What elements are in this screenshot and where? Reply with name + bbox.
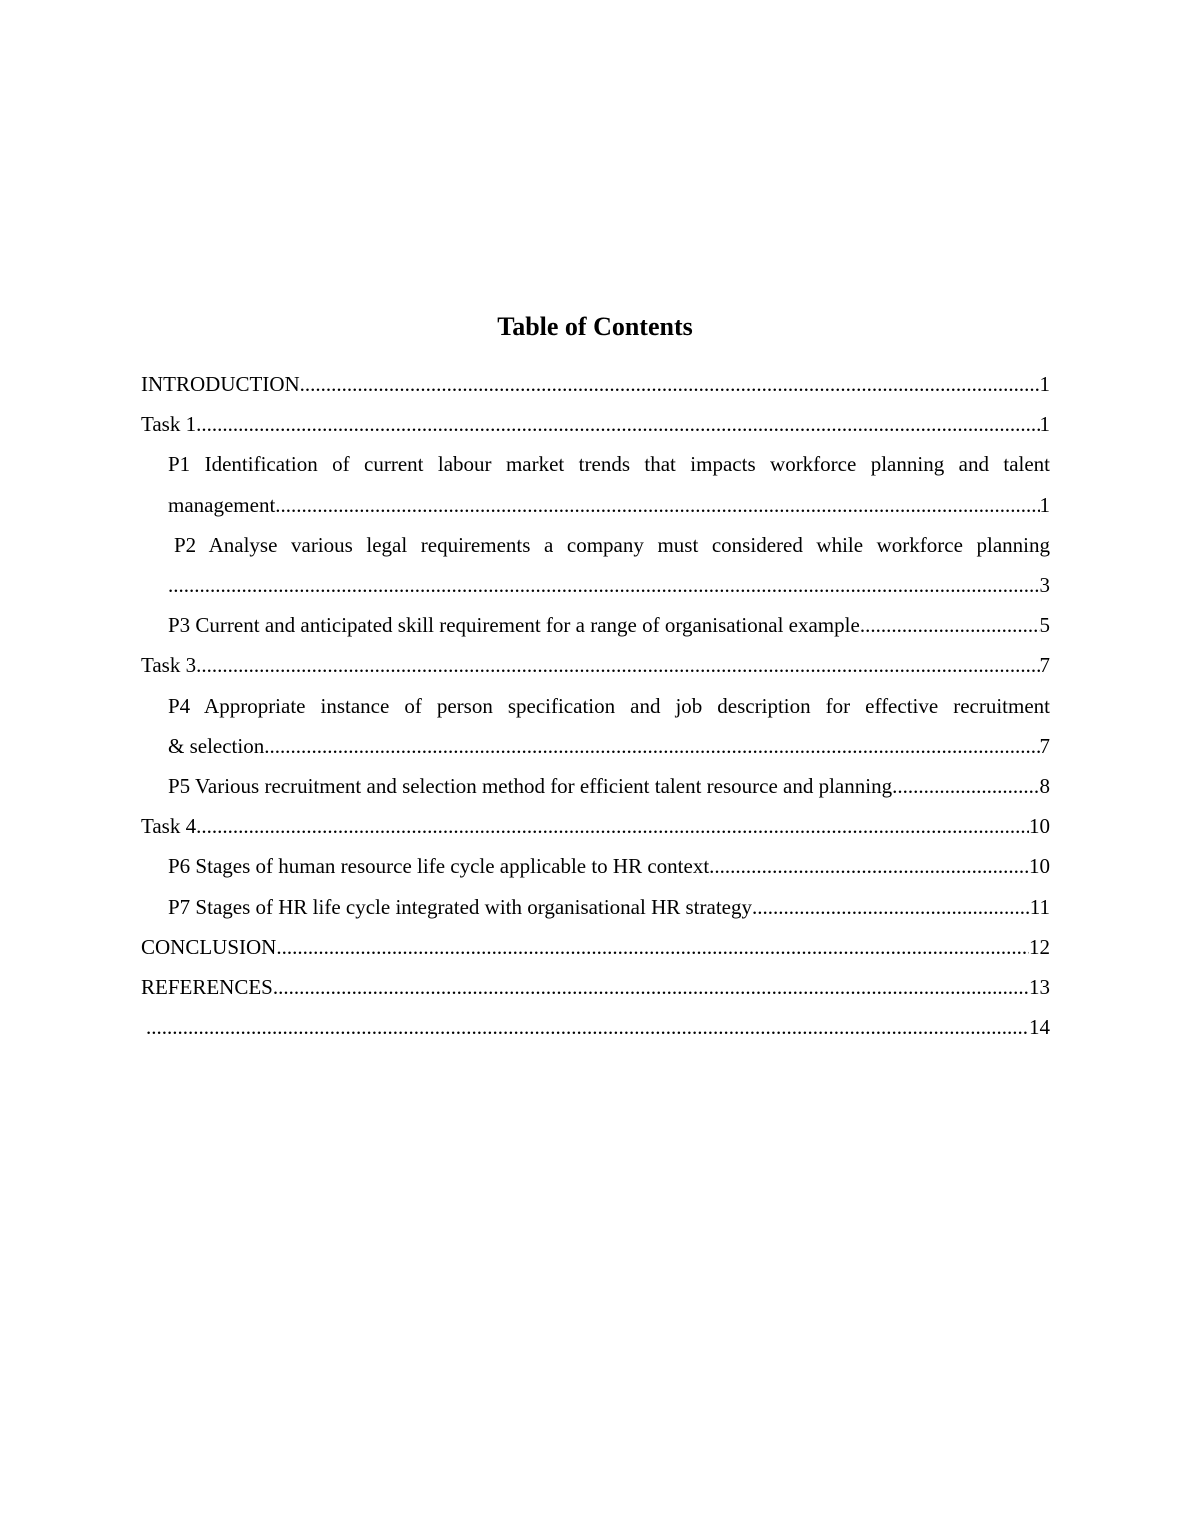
- toc-entry-page: 7: [1039, 653, 1050, 678]
- toc-entry-page: 10: [1029, 854, 1050, 879]
- toc-entry-p2[interactable]: [141, 525, 1050, 605]
- dot-leader: [860, 605, 1040, 645]
- toc-entry-label: P6 Stages of human resource life cycle applicable to HR context: [168, 854, 710, 879]
- toc-entry-task-4[interactable]: [141, 806, 1050, 846]
- dot-leader: [276, 927, 1029, 967]
- dot-leader: [196, 404, 1039, 444]
- toc-entry-task-3[interactable]: [141, 645, 1050, 685]
- toc-entry-label-line1: P4 Appropriate instance of person specification and job description for effective recruitment: [168, 693, 1050, 718]
- dot-leader: [709, 846, 1029, 886]
- toc-entry-p1[interactable]: [141, 444, 1050, 524]
- dot-leader: [168, 565, 1040, 605]
- toc-entry-untitled[interactable]: [141, 1007, 1050, 1047]
- dot-leader: [273, 967, 1029, 1007]
- toc-entry-p7[interactable]: [141, 887, 1050, 927]
- toc-entry-page: 1: [1039, 412, 1050, 437]
- dot-leader: [752, 887, 1030, 927]
- toc-entry-page: 1: [1039, 492, 1050, 517]
- toc-entry-label: P7 Stages of HR life cycle integrated with organisational HR strategy: [168, 894, 752, 919]
- dot-leader: [196, 806, 1029, 846]
- dot-leader: [196, 645, 1039, 685]
- toc-entry-page: 10: [1029, 814, 1050, 839]
- toc-entry-page: 5: [1039, 613, 1050, 638]
- toc-entry-p3[interactable]: [141, 605, 1050, 645]
- dot-leader: [892, 766, 1039, 806]
- toc-entry-p4[interactable]: [141, 686, 1050, 766]
- toc-entry-page: 8: [1039, 774, 1050, 799]
- dot-leader: [264, 726, 1039, 766]
- toc-entry-label-line1: P1 Identification of current labour market trends that impacts workforce planning and talent: [168, 452, 1050, 477]
- toc-entry-label: Task 3: [141, 653, 197, 678]
- dot-leader: [300, 364, 1040, 404]
- toc-entry-page: 3: [1039, 573, 1050, 598]
- toc-entry-label: REFERENCES: [141, 975, 273, 1000]
- toc-entry-label: Task 4: [141, 814, 197, 839]
- dot-leader: [275, 485, 1039, 525]
- toc-entry-label: INTRODUCTION: [141, 372, 300, 396]
- toc-entry-label: Task 1: [141, 412, 197, 437]
- toc-entry-label: P3 Current and anticipated skill requirement for a range of organisational example: [168, 613, 860, 638]
- toc-entry-p5[interactable]: [141, 766, 1050, 806]
- dot-leader: [146, 1007, 1029, 1047]
- toc-entry-references[interactable]: [141, 967, 1050, 1007]
- toc-entry-introduction[interactable]: [141, 364, 1050, 404]
- toc-entry-page: 11: [1029, 894, 1050, 919]
- toc-entry-task-1[interactable]: [141, 404, 1050, 444]
- toc-entry-label: P5 Various recruitment and selection method for efficient talent resource and planning: [168, 774, 893, 799]
- toc-entry-label: & selection: [168, 733, 265, 758]
- toc-entry-conclusion[interactable]: [141, 927, 1050, 967]
- table-of-contents: [141, 364, 1050, 1047]
- toc-entry-page: 13: [1029, 975, 1050, 1000]
- toc-title: Table of Contents: [497, 312, 693, 341]
- toc-entry-page: 1: [1039, 372, 1050, 396]
- toc-entry-p6[interactable]: [141, 846, 1050, 886]
- toc-entry-page: 12: [1029, 934, 1050, 959]
- toc-entry-page: 7: [1039, 733, 1050, 758]
- toc-entry-label: CONCLUSION: [141, 934, 277, 959]
- toc-entry-label: management: [168, 492, 276, 517]
- toc-entry-page: 14: [1029, 1015, 1050, 1040]
- toc-entry-label-line1: P2 Analyse various legal requirements a company must considered while workforce planning: [174, 532, 1050, 557]
